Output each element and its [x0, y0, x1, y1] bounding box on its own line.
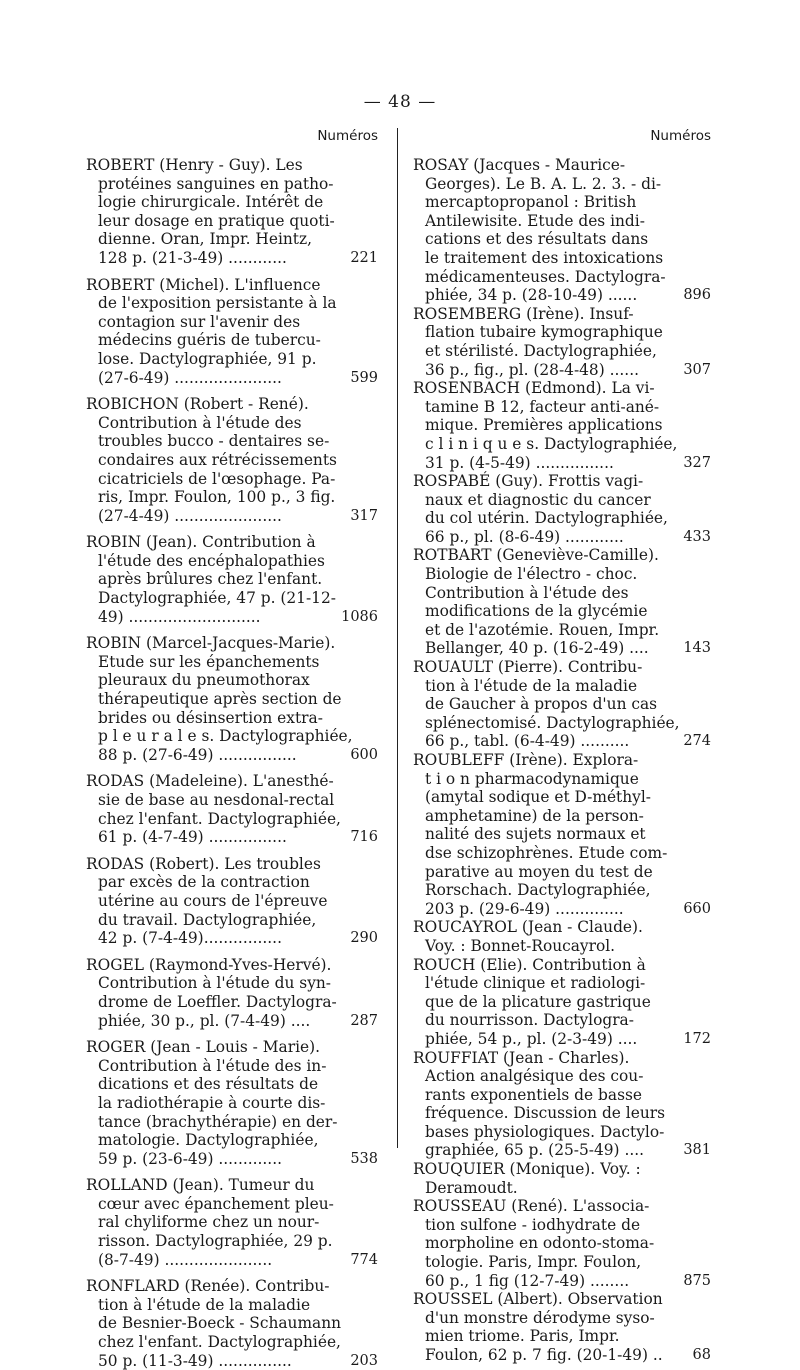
bibliography-entry	[86, 634, 378, 764]
entry-author-line: ROBICHON (Robert - René).	[86, 395, 309, 414]
entry-text-line: Foulon, 62 p. 7 fig. (20-1-49) ..	[425, 1346, 663, 1364]
entry-text-line: de Besnier-Boeck - Schaumann	[98, 1314, 342, 1333]
entry-author-line: ROUBLEFF (Irène). Explora-	[413, 751, 639, 769]
entry-text-line: condaires aux rétrécissements	[98, 450, 337, 469]
bibliography-entry	[413, 751, 711, 918]
entry-text-line: splénectomisé. Dactylographiée,	[425, 713, 680, 732]
entry-text-line: utérine au cours de l'épreuve	[98, 891, 328, 910]
entry-text-line: Antilewisite. Etude des indi-	[425, 211, 645, 230]
entry-text-line: Dactylographiée, 47 p. (21-12-	[98, 589, 336, 608]
entry-text-line: leur dosage en pratique quoti-	[98, 211, 335, 230]
entry-number: 875	[683, 1272, 711, 1289]
entry-number: 538	[350, 1150, 378, 1167]
entry-text-line: Bellanger, 40 p. (16-2-49) ....	[425, 639, 649, 658]
entry-text-line: graphiée, 65 p. (25-5-49) ....	[425, 1141, 645, 1160]
entry-text-line: thérapeutique après section de	[98, 690, 342, 709]
entry-text-line: 36 p., fig., pl. (28-4-48) ......	[425, 360, 639, 379]
entry-text-line: par excès de la contraction	[98, 873, 310, 892]
entry-text-line: tamine B 12, facteur anti-ané-	[425, 397, 660, 416]
entry-text-line: 50 p. (11-3-49) ...............	[98, 1351, 292, 1370]
entry-text-line: d'un monstre dérodyme syso-	[425, 1308, 655, 1327]
entry-text-line: tion sulfone - iodhydrate de	[425, 1215, 641, 1234]
bibliography-entry	[413, 1197, 711, 1290]
entry-text-line: (8-7-49) ......................	[98, 1250, 273, 1269]
bibliography-entry	[413, 1290, 711, 1364]
column-divider	[397, 128, 398, 1148]
entry-text-line: amphetamine) de la person-	[425, 806, 644, 825]
entry-text-line: 31 p. (4-5-49) ................	[425, 453, 614, 472]
entries-list	[86, 156, 378, 1370]
entry-author-line: ROBIN (Marcel-Jacques-Marie).	[86, 634, 336, 653]
entry-text-line: de l'exposition persistante à la	[98, 294, 337, 313]
entry-text-line: troubles bucco - dentaires se-	[98, 432, 330, 451]
bibliography-entry	[86, 1277, 378, 1370]
bibliography-entry	[413, 156, 711, 305]
bibliography-entry	[86, 1176, 378, 1269]
bibliography-entry	[86, 772, 378, 846]
entry-text-line: mercaptopropanol : British	[425, 193, 637, 212]
entry-text-line: p l e u r a l e s. Dactylographiée,	[98, 727, 353, 746]
entry-text-line: (amytal sodique et D-méthyl-	[425, 788, 651, 807]
bibliography-entry	[413, 1049, 711, 1161]
entry-text-line: le traitement des intoxications	[425, 248, 664, 267]
entry-text-line: dienne. Oran, Impr. Heintz,	[98, 230, 312, 249]
entry-text-line: 66 p., tabl. (6-4-49) ..........	[425, 732, 630, 751]
entry-text-line: cations et des résultats dans	[425, 230, 649, 249]
entry-text-line: sie de base au nesdonal-rectal	[98, 791, 335, 809]
entry-number: 317	[350, 507, 378, 524]
entry-text-line: morpholine en odonto-stoma-	[425, 1234, 655, 1253]
entry-text-line: 128 p. (21-3-49) ............	[98, 248, 287, 267]
entry-text-line: lose. Dactylographiée, 91 p.	[98, 349, 317, 368]
entry-text-line: que de la plicature gastrique	[425, 992, 651, 1011]
entry-text-line: (27-6-49) ......................	[98, 368, 282, 387]
entry-text-line: du col utérin. Dactylographiée,	[425, 509, 668, 528]
entry-author-line: ROSPABÉ (Guy). Frottis vagi-	[413, 472, 644, 491]
bibliography-entry	[86, 395, 378, 525]
entry-text-line: tance (brachythérapie) en der-	[98, 1112, 338, 1131]
entry-text-line: fréquence. Discussion de leurs	[425, 1104, 665, 1123]
entry-text-line: phiée, 34 p. (28-10-49) ......	[425, 286, 638, 305]
entry-author-line: RONFLARD (Renée). Contribu-	[86, 1277, 330, 1296]
entry-author-line: ROUSSEAU (René). L'associa-	[413, 1197, 650, 1216]
entry-text-line: 49) ...........................	[98, 607, 261, 626]
entry-text-line: du nourrisson. Dactylogra-	[425, 1011, 634, 1030]
entry-text-line: Contribution à l'étude des in-	[98, 1056, 327, 1075]
entry-number: 600	[350, 746, 378, 763]
entry-text-line: bases physiologiques. Dactylo-	[425, 1122, 665, 1141]
entry-author-line: ROBERT (Michel). L'influence	[86, 275, 321, 294]
entry-number: 327	[683, 454, 711, 471]
entry-text-line: l'étude des encéphalopathies	[98, 551, 325, 570]
entry-number: 433	[683, 528, 711, 545]
entry-text-line: (27-4-49) ......................	[98, 506, 282, 525]
entry-text-line: Etude sur les épanchements	[98, 652, 320, 671]
bibliography-entry	[86, 956, 378, 1030]
entry-text-line: brides ou désinsertion extra-	[98, 708, 323, 727]
entry-text-line: Deramoudt.	[425, 1178, 518, 1197]
entry-text-line: pleuraux du pneumothorax	[98, 671, 310, 690]
entry-text-line: dications et des résultats de	[98, 1075, 319, 1094]
entry-text-line: ris, Impr. Foulon, 100 p., 3 fig.	[98, 488, 336, 507]
entry-text-line: phiée, 30 p., pl. (7-4-49) ....	[98, 1011, 311, 1030]
entry-text-line: Voy. : Bonnet-Roucayrol.	[425, 936, 616, 955]
entry-text-line: protéines sanguines en patho-	[98, 174, 334, 193]
entry-text-line: parative au moyen du test de	[425, 862, 653, 881]
entry-text-line: cicatriciels de l'œsophage. Pa-	[98, 469, 336, 488]
entry-number: 716	[350, 829, 378, 846]
entry-text-line: 61 p. (4-7-49) ................	[98, 828, 287, 847]
left-column	[86, 128, 378, 1370]
entry-text-line: la radiothérapie à courte dis-	[98, 1093, 326, 1112]
entry-text-line: rants exponentiels de basse	[425, 1085, 642, 1104]
entries-list	[413, 156, 711, 1365]
bibliography-entry	[86, 855, 378, 948]
entry-text-line: ral chyliforme chez un nour-	[98, 1213, 320, 1232]
entry-text-line: 59 p. (23-6-49) .............	[98, 1149, 282, 1168]
entry-number: 774	[350, 1251, 378, 1268]
entry-author-line: ROUCAYROL (Jean - Claude).	[413, 918, 643, 937]
entry-text-line: Action analgésique des cou-	[425, 1067, 644, 1086]
entry-text-line: tion à l'étude de la maladie	[425, 676, 638, 695]
entry-text-line: 60 p., 1 fig (12-7-49) ........	[425, 1271, 630, 1290]
bibliography-entry	[413, 1160, 711, 1197]
entry-text-line: tologie. Paris, Impr. Foulon,	[425, 1253, 642, 1272]
entry-number: 660	[683, 900, 711, 917]
entry-text-line: contagion sur l'avenir des	[98, 312, 301, 331]
column-header: Numéros	[317, 128, 378, 144]
entry-number: 221	[350, 249, 378, 266]
bibliography-entry	[86, 276, 378, 388]
bibliography-entry	[413, 918, 711, 955]
entry-number: 143	[683, 640, 711, 657]
entry-author-line: ROGEL (Raymond-Yves-Hervé).	[86, 955, 332, 974]
entry-text-line: Biologie de l'électro - choc.	[425, 565, 638, 584]
entry-text-line: modifications de la glycémie	[425, 602, 648, 621]
bibliography-entry	[413, 658, 711, 751]
bibliography-entry	[413, 472, 711, 546]
entry-author-line: ROBIN (Jean). Contribution à	[86, 533, 316, 552]
entry-text-line: 66 p., pl. (8-6-49) ............	[425, 527, 624, 546]
entry-text-line: chez l'enfant. Dactylographiée,	[98, 809, 341, 828]
entry-number: 172	[683, 1030, 711, 1047]
entry-text-line: t i o n pharmacodynamique	[425, 769, 639, 788]
entry-number: 1086	[341, 608, 378, 625]
entry-author-line: ROBERT (Henry - Guy). Les	[86, 156, 303, 174]
entry-text-line: logie chirurgicale. Intérêt de	[98, 193, 324, 212]
entry-author-line: ROSAY (Jacques - Maurice-	[413, 156, 626, 174]
entry-text-line: Contribution à l'étude des	[425, 583, 629, 602]
entry-author-line: ROTBART (Geneviève-Camille).	[413, 546, 659, 565]
bibliography-entry	[413, 956, 711, 1049]
entry-author-line: ROUQUIER (Monique). Voy. :	[413, 1160, 641, 1179]
entry-text-line: flation tubaire kymographique	[425, 323, 663, 342]
entry-author-line: ROUCH (Elie). Contribution à	[413, 955, 646, 974]
entry-text-line: tion à l'étude de la maladie	[98, 1295, 311, 1314]
entry-author-line: RODAS (Madeleine). L'anesthé-	[86, 772, 334, 791]
entry-text-line: matologie. Dactylographiée,	[98, 1131, 319, 1150]
entry-text-line: médecins guéris de tubercu-	[98, 331, 321, 350]
entry-text-line: et stérilisté. Dactylographiée,	[425, 341, 657, 360]
entry-author-line: ROLLAND (Jean). Tumeur du	[86, 1176, 315, 1195]
entry-author-line: ROUSSEL (Albert). Observation	[413, 1290, 663, 1309]
entry-text-line: phiée, 54 p., pl. (2-3-49) ....	[425, 1029, 638, 1048]
entry-text-line: l'étude clinique et radiologi-	[425, 974, 646, 993]
right-column	[413, 128, 711, 1365]
entry-number: 307	[683, 361, 711, 378]
bibliography-entry	[413, 305, 711, 379]
entry-text-line: drome de Loeffler. Dactylogra-	[98, 992, 337, 1011]
entry-text-line: dse schizophrènes. Etude com-	[425, 843, 668, 862]
entry-author-line: ROUFFIAT (Jean - Charles).	[413, 1048, 630, 1067]
entry-text-line: de Gaucher à propos d'un cas	[425, 695, 658, 714]
entry-text-line: et de l'azotémie. Rouen, Impr.	[425, 620, 660, 639]
entry-text-line: cœur avec épanchement pleu-	[98, 1194, 334, 1213]
entry-text-line: mien triome. Paris, Impr.	[425, 1327, 620, 1346]
entry-number: 896	[683, 287, 711, 304]
entry-text-line: Rorschach. Dactylographiée,	[425, 881, 651, 900]
bibliography-entry	[86, 156, 378, 268]
entry-author-line: RODAS (Robert). Les troubles	[86, 854, 321, 873]
entry-text-line: médicamenteuses. Dactylogra-	[425, 267, 666, 286]
entry-author-line: ROSENBACH (Edmond). La vi-	[413, 379, 655, 398]
entry-number: 599	[350, 369, 378, 386]
entry-text-line: 88 p. (27-6-49) ................	[98, 745, 297, 764]
entry-text-line: naux et diagnostic du cancer	[425, 490, 651, 509]
entry-text-line: risson. Dactylographiée, 29 p.	[98, 1232, 333, 1251]
entry-text-line: c l i n i q u e s. Dactylographiée,	[425, 434, 678, 453]
entry-number: 203	[350, 1352, 378, 1369]
entry-author-line: ROGER (Jean - Louis - Marie).	[86, 1038, 320, 1057]
entry-author-line: ROUAULT (Pierre). Contribu-	[413, 658, 643, 677]
entry-number: 68	[692, 1347, 711, 1363]
entry-author-line: ROSEMBERG (Irène). Insuf-	[413, 304, 634, 323]
entry-number: 287	[350, 1012, 378, 1029]
bibliography-entry	[413, 379, 711, 472]
entry-text-line: Georges). Le B. A. L. 2. 3. - di-	[425, 174, 662, 193]
entry-text-line: chez l'enfant. Dactylographiée,	[98, 1333, 341, 1352]
entry-number: 274	[683, 733, 711, 750]
entry-text-line: Contribution à l'étude du syn-	[98, 974, 332, 993]
page-number: — 48 —	[363, 92, 437, 112]
entry-number: 290	[350, 930, 378, 947]
entry-text-line: après brûlures chez l'enfant.	[98, 570, 323, 589]
entry-text-line: mique. Premières applications	[425, 416, 663, 435]
bibliography-entry	[413, 546, 711, 658]
entry-text-line: 203 p. (29-6-49) ..............	[425, 899, 624, 918]
bibliography-entry	[86, 533, 378, 626]
entry-number: 381	[683, 1142, 711, 1159]
entry-text-line: Contribution à l'étude des	[98, 413, 302, 432]
entry-text-line: nalité des sujets normaux et	[425, 825, 646, 844]
entry-text-line: 42 p. (7-4-49)................	[98, 929, 282, 948]
column-header: Numéros	[650, 128, 711, 144]
bibliography-entry	[86, 1038, 378, 1168]
entry-text-line: du travail. Dactylographiée,	[98, 910, 317, 929]
